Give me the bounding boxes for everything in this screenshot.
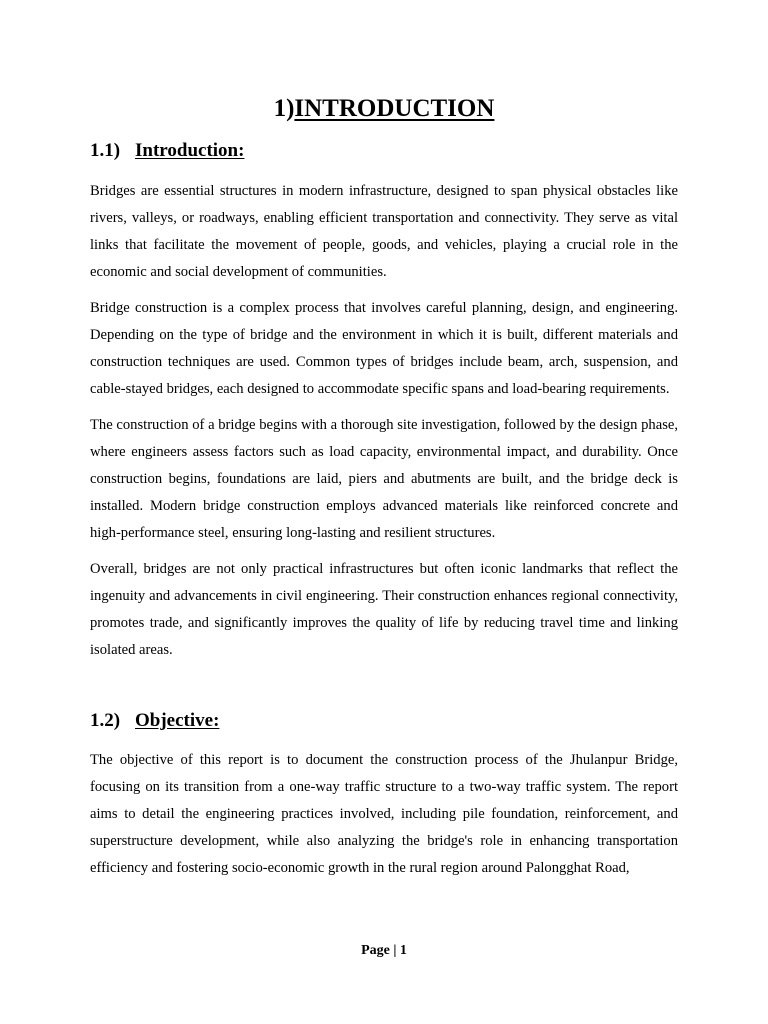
chapter-title-text: INTRODUCTION — [294, 95, 495, 122]
page-footer — [0, 941, 768, 961]
objective-body — [90, 747, 678, 891]
section-heading-introduction — [90, 139, 244, 163]
chapter-title — [0, 92, 768, 126]
paragraph: The construction of a bridge begins with a thorough site investigation, followed by the design phase, where engineers assess factors such as load capacity, environmental impact, and durability. Once construction begins, foundations are laid, piers and abutments are built, and the bridge deck is installed. Modern bridge construction employs advanced materials like reinforced concrete and high-performance steel, ensuring long-lasting and resilient structures. — [90, 417, 678, 541]
paragraph: Bridges are essential structures in modern infrastructure, designed to span physical obstacles like rivers, valleys, or roadways, enabling efficient transportation and connectivity. They serve as vital links that facilitate the movement of people, goods, and vehicles, playing a crucial role in the economic and social development of communities. — [90, 183, 678, 280]
section-title: Objective: — [135, 710, 220, 731]
paragraph: Overall, bridges are not only practical infrastructures but often iconic landmarks that reflect the ingenuity and advancements in civil engineering. Their construction enhances regional connectivity, promotes trade, and significantly improves the quality of life by reducing travel time and linking isolated areas. — [90, 561, 678, 658]
section-title: Introduction: — [135, 140, 245, 161]
page-number: Page | 1 — [361, 943, 407, 958]
paragraph: Bridge construction is a complex process that involves careful planning, design, and engineering. Depending on the type of bridge and the environment in which it is built, different materials and construction techniques are used. Common types of bridges include beam, arch, suspension, and cable-stayed bridges, each designed to accommodate specific spans and load-bearing requirements. — [90, 300, 678, 397]
introduction-body — [90, 178, 678, 673]
section-number: 1.2) — [90, 710, 121, 731]
paragraph: The objective of this report is to document the construction process of the Jhulanpur Bridge, focusing on its transition from a one-way traffic structure to a two-way traffic system. The report aims to detail the engineering practices involved, including pile foundation, reinforcement, and superstructure development, while also analyzing the bridge's role in enhancing transportation efficiency and fostering socio-economic growth in the rural region around Palongghat Road, — [90, 752, 678, 876]
section-heading-objective — [90, 709, 219, 733]
section-number: 1.1) — [90, 140, 121, 161]
chapter-number: 1) — [273, 95, 295, 122]
